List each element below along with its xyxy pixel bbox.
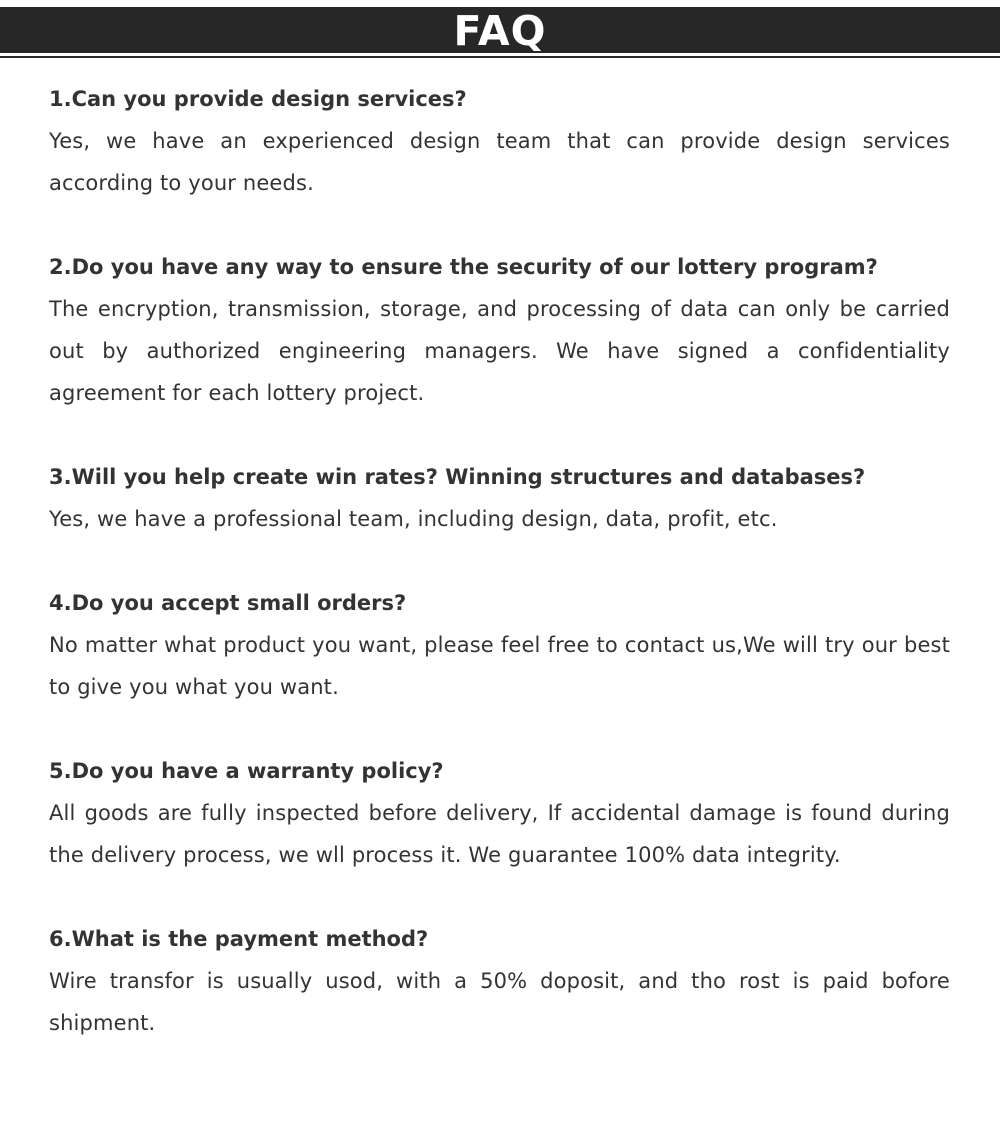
faq-item	[49, 78, 950, 204]
page-title: FAQ	[453, 7, 547, 55]
faq-question: 1.Can you provide design services?	[49, 87, 467, 111]
faq-item	[49, 582, 950, 708]
faq-question: 6.What is the payment method?	[49, 927, 429, 951]
header-divider	[0, 56, 1000, 58]
faq-item	[49, 750, 950, 876]
faq-answer: The encryption, transmission, storage, and processing of data can only be carried out by authorized engineering managers. We have signed a confidentiality agreement for each lottery project.	[49, 297, 950, 405]
faq-header-bar	[0, 7, 1000, 53]
faq-question: 5.Do you have a warranty policy?	[49, 759, 444, 783]
faq-item	[49, 918, 950, 1044]
faq-answer: All goods are fully inspected before delivery, If accidental damage is found during the delivery process, we wll process it. We guarantee 100% data integrity.	[49, 801, 950, 867]
faq-answer: Wire transfor is usually usod, with a 50% doposit, and tho rost is paid bofore shipment.	[49, 969, 950, 1035]
faq-item	[49, 246, 950, 414]
faq-question: 3.Will you help create win rates? Winning structures and databases?	[49, 465, 866, 489]
faq-list	[49, 78, 950, 1086]
faq-answer: Yes, we have a professional team, including design, data, profit, etc.	[49, 507, 778, 531]
faq-question: 4.Do you accept small orders?	[49, 591, 407, 615]
faq-item	[49, 456, 950, 540]
faq-answer: No matter what product you want, please feel free to contact us,We will try our best to give you what you want.	[49, 633, 950, 699]
faq-answer: Yes, we have an experienced design team that can provide design services according to your needs.	[49, 129, 950, 195]
faq-question: 2.Do you have any way to ensure the security of our lottery program?	[49, 255, 878, 279]
